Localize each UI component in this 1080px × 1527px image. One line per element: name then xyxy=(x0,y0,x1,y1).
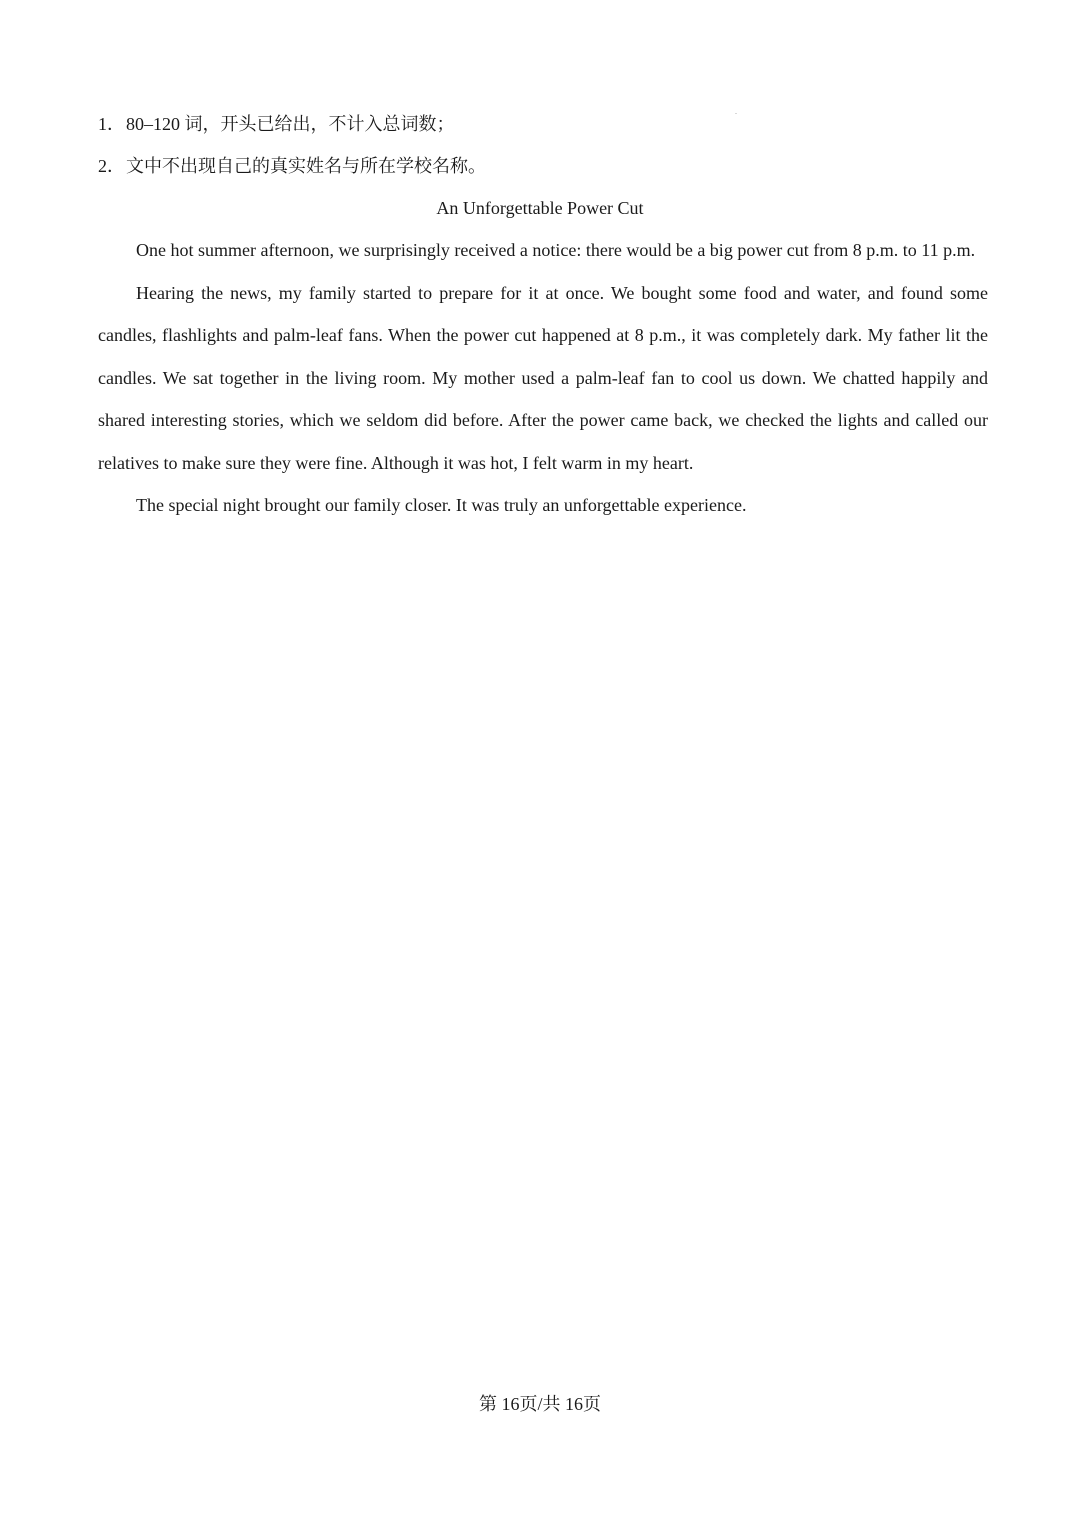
essay-paragraph-2: Hearing the news, my family started to prepare for it at once. We bought some food and water, and found some candles, flashlights and palm-leaf fans. When the power cut happened at 8 p.m., it was completely dark. My father lit the candles. We sat together in the living room. My mother used a palm-leaf fan to cool us down. We chatted happily and shared interesting stories, which we seldom did before. After the power came back, we checked the lights and called our relatives to make sure they were fine. Although it was hot, I felt warm in my heart. xyxy=(98,282,988,473)
requirement-item-2 xyxy=(98,154,486,178)
scan-speck xyxy=(735,113,737,114)
essay-body xyxy=(98,229,988,527)
requirement-number: 1． xyxy=(98,114,125,134)
essay-paragraph-1: One hot summer afternoon, we surprisingly received a notice: there would be a big power cut from 8 p.m. to 11 p.m. xyxy=(136,240,976,260)
requirement-item-1 xyxy=(98,112,455,136)
page-footer: 第 16页/共 16页 xyxy=(478,1394,601,1414)
requirement-number: 2． xyxy=(98,156,125,176)
requirement-text: 文中不出现自己的真实姓名与所在学校名称。 xyxy=(126,156,486,176)
essay-title: An Unforgettable Power Cut xyxy=(436,198,644,218)
requirement-text: 80–120 词，开头已给出，不计入总词数； xyxy=(126,114,455,134)
essay-paragraph-3: The special night brought our family closer. It was truly an unforgettable experience. xyxy=(136,495,747,515)
